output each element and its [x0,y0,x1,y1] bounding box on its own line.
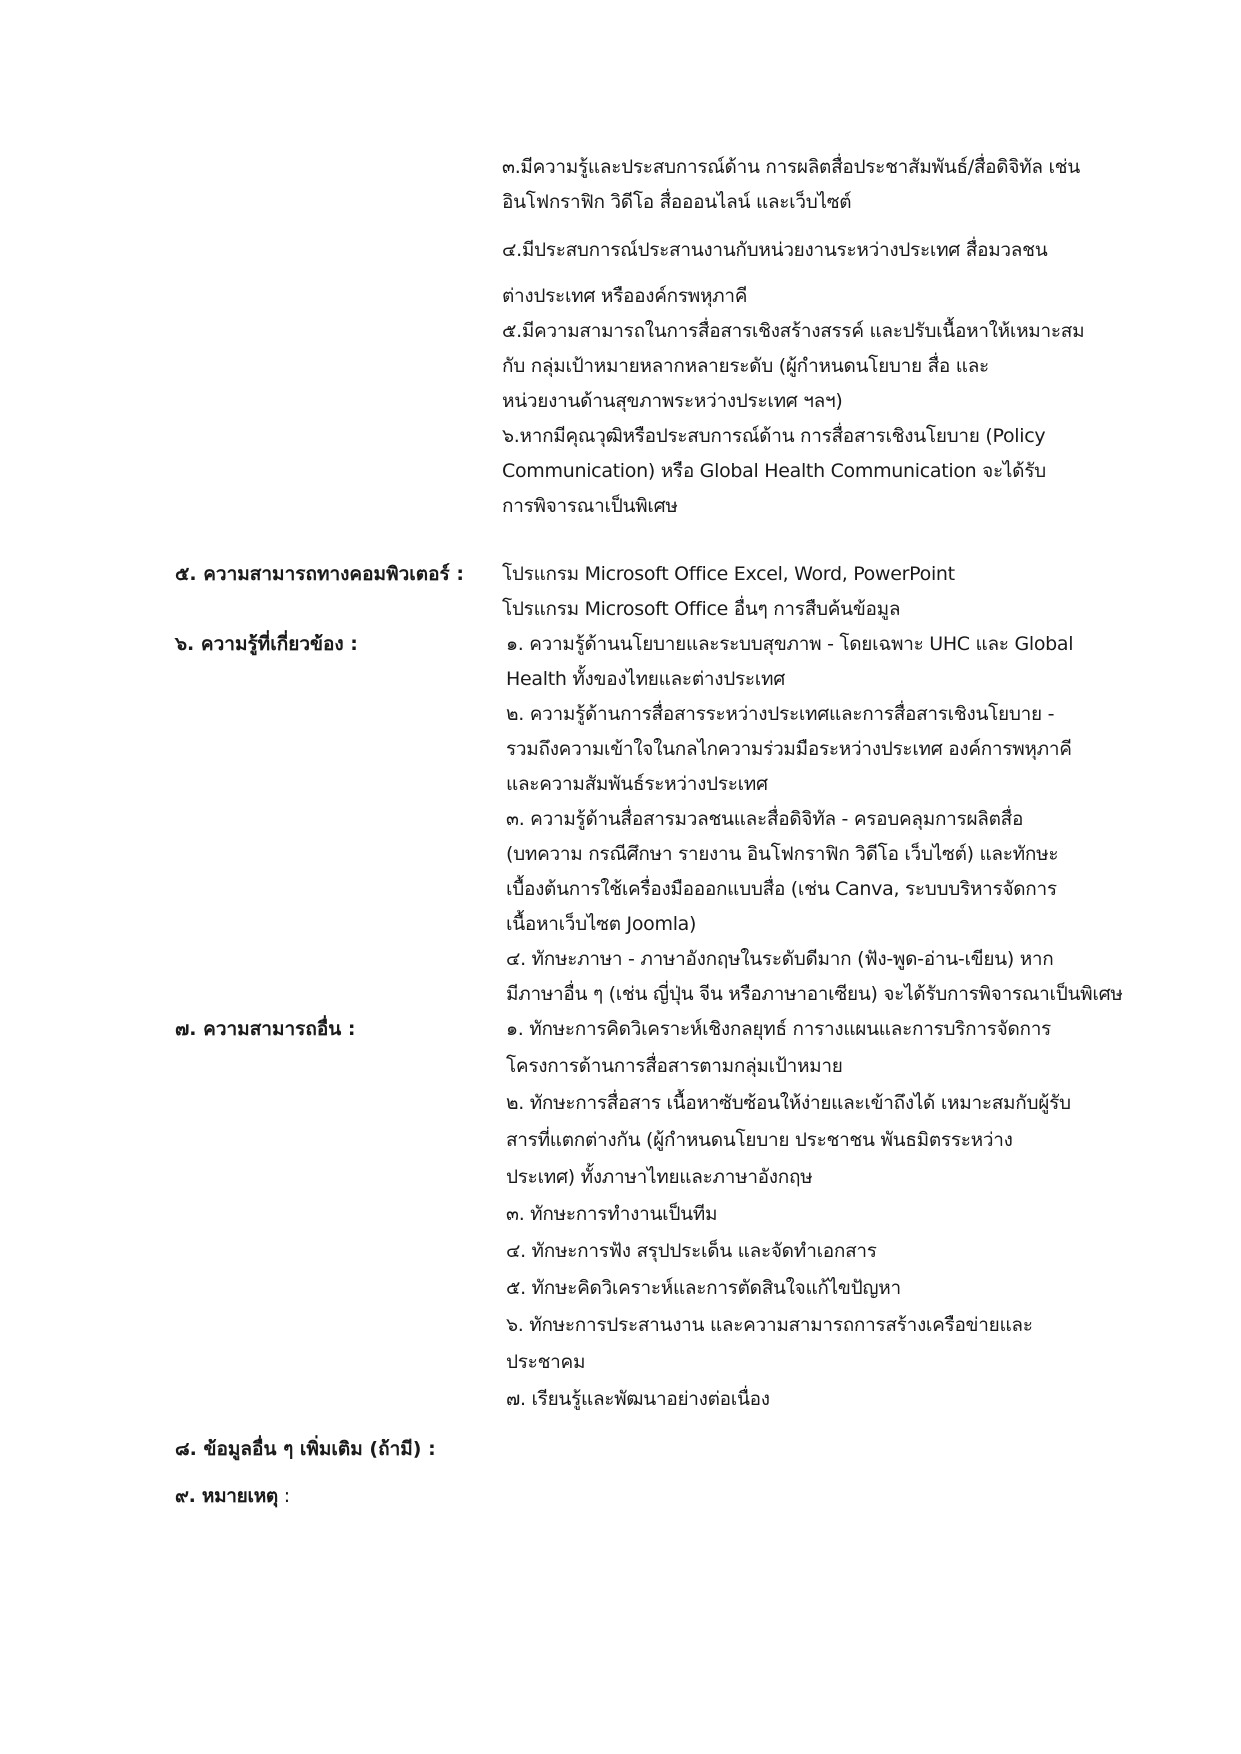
qualification-4-line-1: ๔.มีประสบการณ์ประสานงานกับหน่วยงานระหว่างประเทศ สื่อมวลชน [502,239,1048,261]
qualification-6-line-1: ๖.หากมีคุณวุฒิหรือประสบการณ์ด้าน การสื่อสารเชิงนโยบาย (Policy [502,425,1046,447]
knowledge-line-3: ๒. ความรู้ด้านการสื่อสารระหว่างประเทศและการสื่อสารเชิงนโยบาย - [506,703,1055,725]
knowledge-line-11: มีภาษาอื่น ๆ (เช่น ญี่ปุ่น จีน หรือภาษาอาเซียน) จะได้รับการพิจารณาเป็นพิเศษ [506,983,1123,1005]
knowledge-line-5: และความสัมพันธ์ระหว่างประเทศ [506,773,768,795]
section-knowledge-label: ๖. ความรู้ที่เกี่ยวข้อง : [175,633,358,655]
qualification-4-line-2: ต่างประเทศ หรือองค์กรพหุภาคี [502,285,748,307]
section-remarks [175,1483,290,1509]
ability-line-5: ประเทศ) ทั้งภาษาไทยและภาษาอังกฤษ [506,1166,813,1188]
knowledge-line-4: รวมถึงความเข้าใจในกลไกความร่วมมือระหว่างประเทศ องค์การพหุภาคี [506,738,1072,760]
knowledge-line-1: ๑. ความรู้ด้านนโยบายและระบบสุขภาพ - โดยเฉพาะ UHC และ Global [506,633,1074,655]
qualification-5-line-3: หน่วยงานด้านสุขภาพระหว่างประเทศ ฯลฯ) [502,390,843,412]
computer-skill-line-2: โปรแกรม Microsoft Office อื่นๆ การสืบค้นข้อมูล [502,598,901,620]
ability-line-4: สารที่แตกต่างกัน (ผู้กำหนดนโยบาย ประชาชน พันธมิตรระหว่าง [506,1129,1013,1151]
qualification-5-line-1: ๕.มีความสามารถในการสื่อสารเชิงสร้างสรรค์ และปรับเนื้อหาให้เหมาะสม [502,320,1085,342]
qualification-6-line-2: Communication) หรือ Global Health Communication จะได้รับ [502,460,1046,482]
qualification-3-line-1: ๓.มีความรู้และประสบการณ์ด้าน การผลิตสื่อประชาสัมพันธ์/สื่อดิจิทัล เช่น [502,156,1080,178]
ability-line-9: ๖. ทักษะการประสานงาน และความสามารถการสร้างเครือข่ายและ [506,1314,1033,1336]
ability-line-7: ๔. ทักษะการฟัง สรุปประเด็น และจัดทำเอกสาร [506,1240,877,1262]
ability-line-1: ๑. ทักษะการคิดวิเคราะห์เชิงกลยุทธ์ การางแผนและการบริการจัดการ [506,1018,1051,1040]
qualification-6-line-3: การพิจารณาเป็นพิเศษ [502,495,678,517]
ability-line-10: ประชาคม [506,1351,586,1373]
knowledge-line-8: เบื้องต้นการใช้เครื่องมือออกแบบสื่อ (เช่น Canva, ระบบบริหารจัดการ [506,878,1057,900]
ability-line-11: ๗. เรียนรู้และพัฒนาอย่างต่อเนื่อง [506,1388,770,1410]
computer-skill-line-1: โปรแกรม Microsoft Office Excel, Word, PowerPoint [502,563,955,585]
section-computer-label: ๕. ความสามารถทางคอมพิวเตอร์ : [175,563,464,585]
ability-line-3: ๒. ทักษะการสื่อสาร เนื้อหาซับซ้อนให้ง่ายและเข้าถึงได้ เหมาะสมกับผู้รับ [506,1092,1071,1114]
knowledge-line-7: (บทความ กรณีศึกษา รายงาน อินโฟกราฟิก วิดีโอ เว็บไซต์) และทักษะ [506,843,1059,865]
section-other-abilities-label: ๗. ความสามารถอื่น : [175,1018,356,1040]
section-additional-info-label: ๘. ข้อมูลอื่น ๆ เพิ่มเติม (ถ้ามี) : [175,1438,436,1460]
knowledge-line-10: ๔. ทักษะภาษา - ภาษาอังกฤษในระดับดีมาก (ฟัง-พูด-อ่าน-เขียน) หาก [506,948,1054,970]
qualification-3-line-2: อินโฟกราฟิก วิดีโอ สื่อออนไลน์ และเว็บไซต์ [502,191,852,213]
knowledge-line-2: Health ทั้งของไทยและต่างประเทศ [506,668,785,690]
ability-line-8: ๕. ทักษะคิดวิเคราะห์และการตัดสินใจแก้ไขปัญหา [506,1277,901,1299]
ability-line-6: ๓. ทักษะการทำงานเป็นทีม [506,1203,718,1225]
section-remarks-colon: : [277,1485,290,1507]
ability-line-2: โครงการด้านการสื่อสารตามกลุ่มเป้าหมาย [506,1055,843,1077]
section-remarks-label: ๙. หมายเหตุ [175,1485,278,1507]
knowledge-line-9: เนื้อหาเว็บไซต Joomla) [506,913,697,935]
qualification-5-line-2: กับ กลุ่มเป้าหมายหลากหลายระดับ (ผู้กำหนดนโยบาย สื่อ และ [502,355,989,377]
knowledge-line-6: ๓. ความรู้ด้านสื่อสารมวลชนและสื่อดิจิทัล - ครอบคลุมการผลิตสื่อ [506,808,1024,830]
